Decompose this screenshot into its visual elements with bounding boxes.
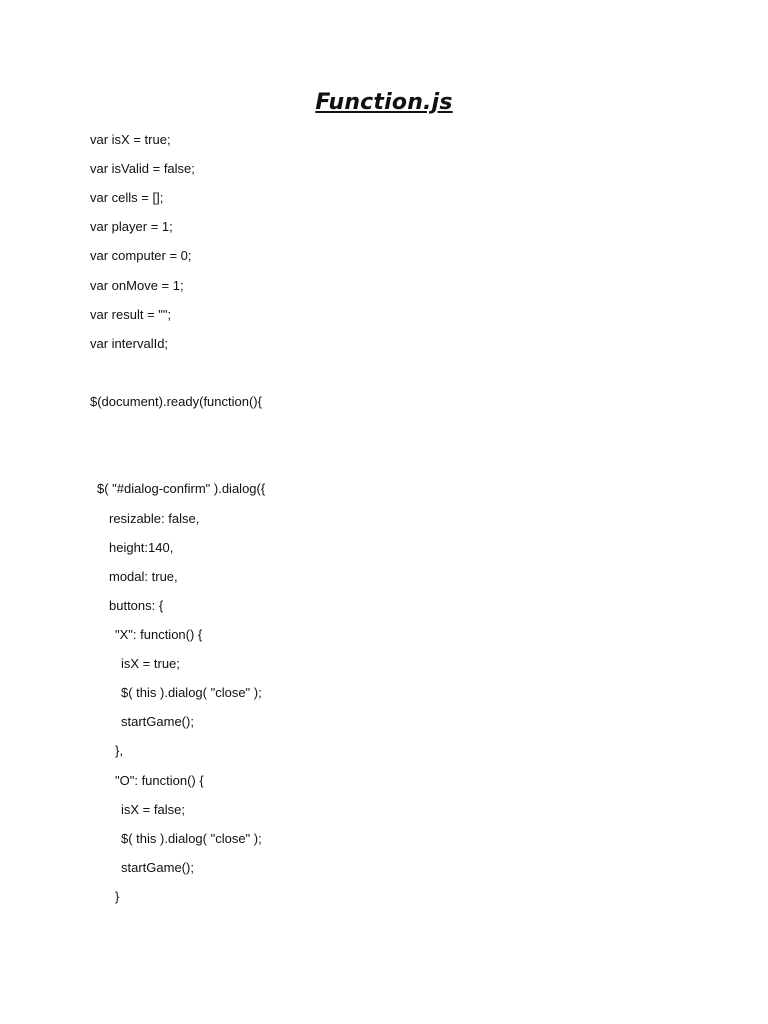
code-line: $( this ).dialog( "close" ); <box>121 685 262 700</box>
code-line: var cells = []; <box>90 190 164 205</box>
code-line: startGame(); <box>121 860 194 875</box>
code-line: isX = false; <box>121 802 185 817</box>
code-line: isX = true; <box>121 656 180 671</box>
code-line: var isValid = false; <box>90 161 195 176</box>
code-line: "X": function() { <box>115 627 203 642</box>
code-line: height:140, <box>109 540 174 555</box>
code-line: $( "#dialog-confirm" ).dialog({ <box>97 481 266 496</box>
code-line: var computer = 0; <box>90 248 192 263</box>
code-line: var result = ""; <box>90 307 172 322</box>
code-line: "O": function() { <box>115 773 204 788</box>
code-line: var player = 1; <box>90 219 173 234</box>
code-line: startGame(); <box>121 714 194 729</box>
code-line: buttons: { <box>109 598 164 613</box>
code-line: $( this ).dialog( "close" ); <box>121 831 262 846</box>
code-line: $(document).ready(function(){ <box>90 394 262 409</box>
code-line: } <box>115 889 120 904</box>
code-line: var onMove = 1; <box>90 278 184 293</box>
code-line: var intervalId; <box>90 336 169 351</box>
code-line: modal: true, <box>109 569 178 584</box>
code-line: var isX = true; <box>90 132 171 147</box>
code-line: }, <box>115 743 123 758</box>
code-line: resizable: false, <box>109 511 200 526</box>
document-title: Function.js <box>315 90 453 115</box>
